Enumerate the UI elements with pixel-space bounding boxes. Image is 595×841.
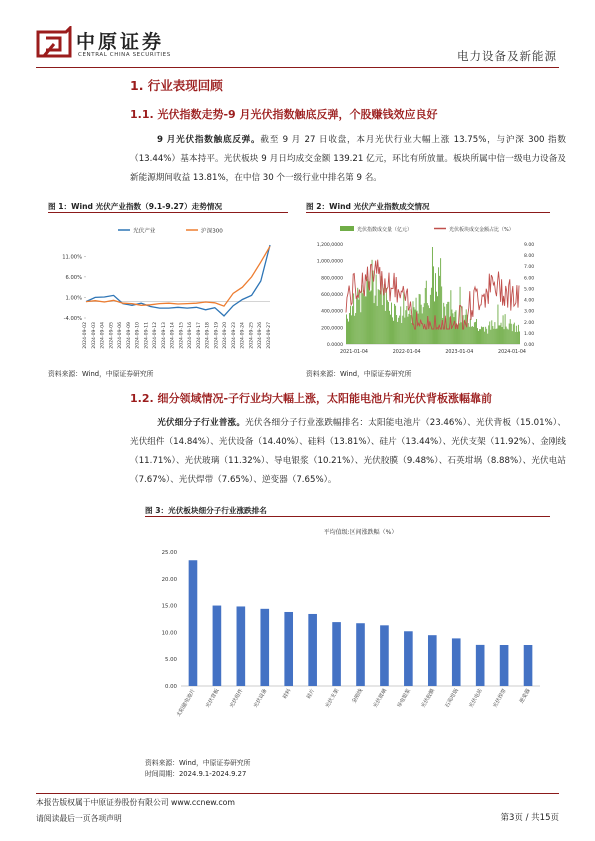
volume-bar: [364, 296, 365, 344]
volume-bar: [394, 304, 395, 344]
footer-copyright-text: 本报告版权属于中原证券股份有限公司: [36, 798, 169, 807]
section-1-2-paragraph: [130, 414, 566, 490]
volume-bar: [367, 279, 368, 344]
volume-bar: [400, 306, 401, 344]
volume-bar: [403, 292, 404, 344]
volume-bar: [354, 316, 355, 344]
volume-bar: [505, 314, 506, 344]
volume-bar: [515, 332, 516, 344]
volume-bar: [412, 323, 413, 344]
header-rule: [36, 67, 559, 68]
y-tick-label: 15.00: [161, 603, 177, 610]
volume-bar: [404, 318, 405, 344]
volume-bar: [519, 331, 520, 344]
volume-bar: [406, 306, 407, 344]
bar: [189, 560, 198, 686]
volume-bar: [474, 322, 475, 344]
bar: [332, 622, 341, 686]
y-tick-label: 0.00: [164, 684, 177, 690]
x-tick-label: 2024-09-27: [267, 322, 272, 349]
volume-bar: [361, 285, 362, 344]
figure-1-title: 图 1：Wind 光伏产业指数（9.1-9.27）走势情况: [48, 202, 223, 211]
volume-bar: [491, 320, 492, 344]
volume-bar: [516, 326, 517, 344]
x-tick-label: 光伏背板: [205, 688, 221, 709]
logo-en-text: CENTRAL CHINA SECURITIES: [78, 52, 171, 58]
y-right-tick-label: 8.00: [524, 254, 535, 260]
page-header: [0, 0, 595, 68]
legend-label-1: 沪深300: [201, 228, 223, 235]
figure-3-rule: [145, 516, 550, 517]
x-tick-label: 光伏电站: [468, 688, 484, 709]
volume-bar: [489, 321, 490, 344]
x-tick-label: 2024-09-14: [170, 322, 176, 349]
x-tick-label: 2024-09-10: [135, 322, 141, 349]
x-tick-label: 逆变器: [518, 688, 532, 705]
bar: [380, 625, 389, 686]
x-tick-label: 2024-09-23: [231, 322, 237, 349]
x-tick-label: 2024-09-06: [118, 322, 124, 349]
y-right-tick-label: 5.00: [524, 287, 535, 293]
volume-bar: [371, 290, 372, 344]
x-tick-label: 太阳能电池片: [175, 688, 197, 718]
volume-bar: [349, 313, 350, 344]
volume-bar: [390, 315, 391, 344]
volume-bar: [399, 316, 400, 344]
company-logo-icon: [36, 26, 72, 62]
y-tick-label: -4.00%: [63, 316, 82, 322]
volume-bar: [346, 314, 347, 344]
volume-bar: [380, 291, 381, 344]
volume-bar: [391, 303, 392, 344]
y-left-tick-label: 1,200,0000: [316, 243, 343, 248]
bar: [428, 635, 437, 686]
bar: [260, 609, 269, 686]
volume-bar: [397, 322, 398, 344]
x-tick-label: 2024-09-18: [205, 322, 211, 349]
x-tick-label: 2021-01-04: [340, 350, 368, 355]
volume-bar: [410, 315, 411, 344]
volume-bar: [508, 330, 509, 344]
section-1-1-title: 1.1. 光伏指数走势-9 月光伏指数触底反弹，个股赚钱效应良好: [130, 108, 438, 121]
volume-bar: [484, 332, 485, 344]
volume-bar: [468, 323, 469, 344]
bar: [308, 614, 317, 686]
volume-bar: [424, 303, 425, 344]
volume-bar: [369, 281, 370, 344]
x-tick-label: 2023-01-04: [445, 350, 474, 355]
legend-swatch-0: [340, 226, 354, 231]
volume-bar: [408, 314, 409, 344]
series-line-0: [86, 245, 270, 316]
x-tick-label: 2024-09-02: [83, 322, 88, 349]
y-tick-label: 6.00%: [65, 274, 82, 281]
bar: [524, 645, 533, 686]
volume-bar: [379, 290, 380, 344]
volume-bar: [459, 323, 460, 344]
volume-bar: [392, 317, 393, 344]
volume-bar: [511, 324, 512, 344]
figure-2-chart: [306, 216, 550, 364]
volume-bar: [395, 306, 396, 344]
bar: [404, 631, 413, 686]
x-tick-label: 2024-09-26: [258, 322, 264, 349]
x-tick-label: 2024-09-17: [196, 322, 202, 349]
volume-bar: [480, 329, 481, 344]
volume-bar: [479, 329, 480, 344]
figure-2-source: 资料来源：Wind，中原证券研究所: [306, 370, 412, 378]
sector-label: 电力设备及新能源: [457, 49, 557, 63]
volume-bar: [478, 331, 479, 344]
footer-disclaimer: 请阅读最后一页各项声明: [36, 814, 122, 823]
volume-bar: [370, 292, 371, 345]
volume-bar: [510, 319, 511, 344]
x-tick-label: 2024-09-04: [100, 322, 106, 349]
bar: [213, 606, 222, 686]
volume-bar: [469, 327, 470, 344]
x-tick-label: 硅料: [282, 688, 293, 700]
x-tick-label: 2024-09-05: [109, 322, 115, 349]
section-1-1-lead: 9 月光伏指数触底反弹。: [157, 135, 261, 145]
bar: [237, 606, 246, 686]
y-left-tick-label: 1,000,0000: [316, 259, 343, 265]
bar: [476, 645, 485, 686]
x-tick-label: 光伏组件: [228, 688, 245, 709]
volume-bar: [383, 288, 384, 344]
volume-bar: [496, 329, 497, 344]
footer-rule: [36, 793, 559, 794]
volume-bar: [514, 323, 515, 344]
volume-bar: [461, 322, 462, 344]
volume-bar: [360, 312, 361, 344]
volume-bar: [387, 300, 388, 344]
legend-label-0: 光伏产业: [133, 228, 156, 235]
figure-3-period: 时间周期：2024.9.1-2024.9.27: [145, 770, 247, 778]
volume-bar: [407, 317, 408, 344]
volume-bar: [352, 306, 353, 344]
y-left-tick-label: 800,0000: [321, 276, 343, 282]
volume-bar: [438, 267, 439, 344]
volume-bar: [430, 295, 431, 344]
volume-bar: [492, 326, 493, 344]
figure-1-chart: [48, 216, 288, 364]
legend-label-1: 光伏板块成交金额占比（%）: [449, 227, 514, 233]
volume-bar: [389, 311, 390, 344]
volume-bar: [494, 322, 495, 344]
bar: [452, 638, 461, 686]
x-tick-label: 2024-09-11: [144, 322, 150, 349]
volume-bar: [362, 293, 363, 344]
x-tick-label: 2024-09-12: [153, 322, 159, 349]
y-tick-label: 10.00: [161, 630, 177, 637]
volume-bar: [476, 319, 477, 344]
volume-bar: [363, 290, 364, 344]
volume-bar: [495, 329, 496, 344]
volume-bar: [500, 325, 501, 344]
volume-bar: [507, 329, 508, 344]
y-right-tick-label: 3.00: [524, 309, 535, 315]
x-tick-label: 2024-01-04: [498, 350, 526, 355]
volume-bar: [355, 313, 356, 344]
volume-bar: [470, 319, 471, 344]
y-right-tick-label: 0.00: [524, 343, 535, 348]
section-1-2-body: 光伏各细分子行业涨跌幅排名：太阳能电池片（23.46%）、光伏背板（15.01%）、光伏组件（14.84%）、光伏设备（14.40%）、硅料（13.81%）、硅片（13.44%）、光伏支架（11.92%）、金刚线（11.71%）、光伏玻璃（11.32%）、导电银浆（10.21%）、光伏胶膜（9.48%）、石英坩埚（8.88%）、光伏电站（7.67%）、光伏焊带（7.65%）、逆变器（7.65%）。: [130, 418, 566, 485]
volume-bar: [475, 322, 476, 344]
volume-bar: [517, 332, 518, 344]
volume-bar: [490, 330, 491, 344]
y-tick-label: 1.00%: [65, 295, 82, 302]
volume-bar: [365, 296, 366, 344]
x-tick-label: 2024-09-16: [188, 322, 194, 349]
volume-bar: [376, 274, 377, 344]
volume-bar: [499, 325, 500, 344]
volume-bar: [351, 315, 352, 344]
y-left-tick-label: 400,0000: [321, 309, 343, 315]
volume-bar: [377, 306, 378, 344]
volume-bar: [452, 313, 453, 344]
bar: [284, 612, 293, 686]
volume-bar: [426, 281, 427, 344]
y-tick-label: 20.00: [161, 576, 177, 583]
volume-bar: [348, 322, 349, 344]
volume-bar: [440, 258, 441, 344]
volume-bar: [358, 300, 359, 344]
figure-3-source: 资料来源：Wind，中原证券研究所: [145, 759, 251, 767]
section-1-1-paragraph: [130, 131, 566, 188]
x-tick-label: 2024-09-19: [214, 322, 220, 349]
y-right-tick-label: 9.00: [524, 243, 535, 248]
volume-bar: [386, 288, 387, 344]
volume-bar: [375, 296, 376, 344]
volume-bar: [473, 327, 474, 344]
volume-bar: [425, 288, 426, 344]
volume-bar: [503, 315, 504, 344]
x-tick-label: 2024-09-09: [126, 322, 132, 349]
x-tick-label: 金刚线: [351, 688, 365, 705]
page-number: 第3页 / 共15页: [500, 813, 559, 823]
y-right-tick-label: 6.00: [524, 276, 535, 282]
volume-bar: [436, 292, 437, 344]
x-tick-label: 光伏设备: [252, 688, 269, 709]
x-tick-label: 2022-01-04: [392, 350, 421, 355]
chart-title: 平均值级:区间涨跌幅（%）: [323, 529, 398, 536]
volume-bar: [441, 286, 442, 344]
volume-bar: [402, 316, 403, 344]
x-tick-label: 光伏玻璃: [372, 688, 389, 709]
volume-bar: [518, 325, 519, 344]
x-tick-label: 2024-09-13: [161, 322, 167, 349]
volume-bar: [472, 326, 473, 344]
volume-bar: [488, 325, 489, 344]
y-left-tick-label: 0.0000: [326, 343, 343, 348]
figure-3-chart: [145, 520, 550, 756]
x-tick-label: 硅片: [305, 688, 317, 700]
x-tick-label: 2024-09-15: [179, 322, 185, 349]
volume-bar: [347, 319, 348, 344]
volume-bar: [509, 324, 510, 344]
volume-bar: [374, 303, 375, 344]
volume-bar: [481, 327, 482, 344]
x-tick-label: 石英坩埚: [444, 688, 460, 709]
y-left-tick-label: 200,0000: [321, 326, 343, 332]
volume-bar: [465, 315, 466, 344]
volume-bar: [482, 327, 483, 344]
logo-cn-text: 中原证券: [76, 31, 165, 53]
volume-bar: [353, 293, 354, 344]
volume-bar: [421, 305, 422, 344]
y-right-tick-label: 1.00: [524, 331, 535, 337]
volume-bar: [350, 306, 351, 344]
volume-bar: [460, 287, 461, 344]
volume-bar: [512, 331, 513, 344]
volume-bar: [388, 302, 389, 344]
x-tick-label: 2024-09-24: [240, 322, 246, 349]
volume-bar: [487, 334, 488, 344]
volume-bar: [497, 305, 498, 344]
volume-bar: [432, 247, 433, 344]
section-1-title: 1. 行业表现回顾: [130, 78, 223, 93]
volume-bar: [501, 323, 502, 344]
footer-copyright: [36, 797, 235, 808]
volume-bar: [359, 291, 360, 344]
volume-bar: [409, 309, 410, 344]
section-1-2-lead: 光伏细分子行业普涨。: [157, 418, 246, 428]
x-tick-label: 2024-09-20: [223, 322, 229, 349]
volume-bar: [366, 276, 367, 344]
volume-bar: [448, 302, 449, 344]
volume-bar: [418, 314, 419, 344]
y-tick-label: 25.00: [161, 550, 177, 556]
y-right-tick-label: 4.00: [524, 298, 535, 304]
volume-bar: [446, 304, 447, 344]
volume-bar: [419, 294, 420, 344]
x-tick-label: 光伏焊带: [492, 688, 508, 709]
volume-bar: [504, 329, 505, 344]
volume-bar: [435, 273, 436, 344]
x-tick-label: 2024-09-03: [91, 322, 97, 349]
figure-2-title: 图 2：Wind 光伏产业指数成交情况: [306, 202, 430, 211]
volume-bar: [431, 288, 432, 344]
figure-1-source: 资料来源：Wind，中原证券研究所: [48, 370, 154, 378]
y-tick-label: 11.00%: [62, 254, 82, 261]
x-tick-label: 2024-09-25: [249, 322, 255, 349]
section-1-1-body: 截至 9 月 27 日收盘，本月光伏行业大幅上涨 13.75%，与沪深 300 指数（13.44%）基本持平。光伏板块 9 月日均成交金额 139.21 亿元，环比有所放量。板块所属中信一级电力设备及新能源期间收益 13.81%，在中信 30 个一级行业中排名第 9 名。: [130, 135, 566, 183]
volume-bar: [502, 327, 503, 344]
volume-bar: [398, 318, 399, 344]
x-tick-label: 导电银浆: [396, 688, 413, 709]
volume-bar: [422, 313, 423, 344]
volume-bar: [463, 315, 464, 344]
section-1-2-title: 1.2. 细分领域情况-子行业均大幅上涨，太阳能电池片和光伏背板涨幅靠前: [130, 392, 493, 405]
volume-bar: [420, 294, 421, 344]
volume-bar: [493, 329, 494, 344]
volume-bar: [486, 329, 487, 344]
volume-bar: [437, 296, 438, 344]
x-tick-label: 光伏胶膜: [420, 688, 437, 709]
volume-bar: [485, 327, 486, 344]
volume-bar: [513, 324, 514, 344]
volume-bar: [506, 327, 507, 344]
volume-bar: [393, 321, 394, 344]
volume-bar: [382, 305, 383, 344]
volume-bar: [378, 289, 379, 344]
volume-bar: [477, 328, 478, 344]
y-left-tick-label: 600,0000: [321, 293, 343, 298]
volume-bar: [396, 315, 397, 344]
series-line-1: [86, 246, 270, 306]
volume-bar: [447, 302, 448, 344]
figure-1-rule: [48, 212, 288, 213]
volume-bar: [471, 327, 472, 344]
volume-bar: [443, 303, 444, 344]
volume-bar: [483, 327, 484, 344]
legend-label-0: 光伏指数成交量（亿元）: [357, 227, 413, 233]
figure-2-rule: [306, 212, 550, 213]
bar: [356, 623, 365, 686]
y-right-tick-label: 2.00: [524, 320, 535, 326]
volume-bar: [356, 298, 357, 344]
volume-bar: [433, 266, 434, 344]
volume-bar: [405, 310, 406, 344]
y-right-tick-label: 7.00: [524, 265, 535, 271]
volume-bar: [385, 311, 386, 344]
bar: [500, 645, 509, 686]
figure-3-title: 图 3：光伏板块细分子行业涨跌排名: [145, 506, 267, 515]
volume-bar: [439, 276, 440, 344]
y-tick-label: 5.00: [164, 657, 177, 664]
footer-website-link[interactable]: www.ccnew.com: [171, 798, 236, 807]
volume-bar: [401, 323, 402, 344]
x-tick-label: 光伏支架: [324, 688, 341, 709]
